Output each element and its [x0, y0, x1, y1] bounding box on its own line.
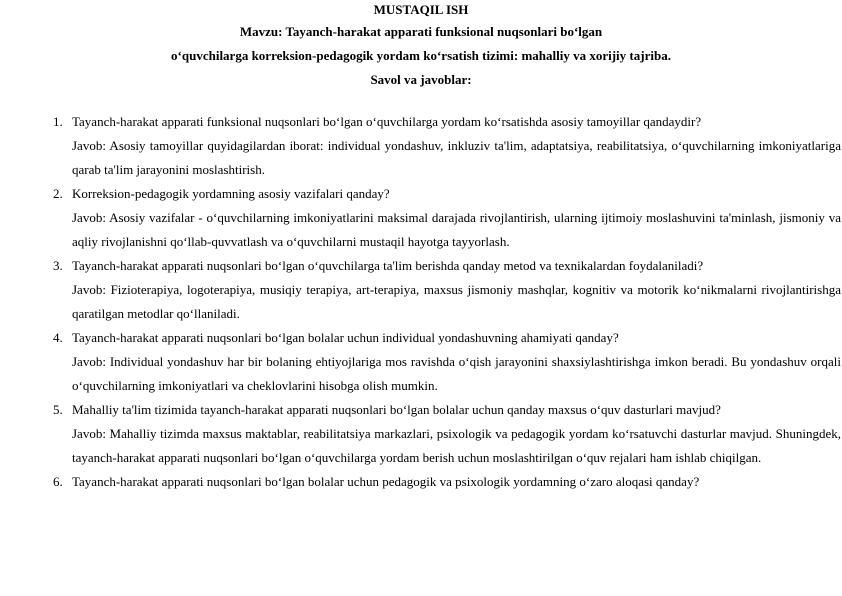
qa-question: Mahalliy ta'lim tizimida tayanch-harakat apparati nuqsonlari bo‘lgan bolalar uchun qanday maxsus o‘quv dasturlari mavjud?	[72, 402, 721, 417]
qa-question: Korreksion-pedagogik yordamning asosiy vazifalari qanday?	[72, 186, 390, 201]
qa-item-4	[0, 326, 842, 398]
qa-item-5	[0, 398, 842, 470]
qa-answer: Javob: Mahalliy tizimda maxsus maktablar, reabilitatsiya markazlari, psixologik va pedagogik yordam ko‘rsatuvchi dasturlar mavjud. Shuningdek, tayanch-harakat apparati nuqsonlari bo‘lgan o‘quvchilarga yordam berish uchun moslashtirilgan o‘quv rejalari ham ishlab chiqilgan.	[72, 426, 841, 465]
qa-number: 3.	[53, 258, 63, 273]
qa-number: 6.	[53, 474, 63, 489]
qa-subtitle: Savol va javoblar:	[370, 72, 472, 87]
qa-question: Tayanch-harakat apparati nuqsonlari bo‘lgan bolalar uchun pedagogik va psixologik yordamning o‘zaro aloqasi qanday?	[72, 474, 700, 489]
qa-item-3	[0, 254, 842, 326]
qa-question: Tayanch-harakat apparati nuqsonlari bo‘lgan bolalar uchun individual yondashuvning ahamiyati qanday?	[72, 330, 619, 345]
qa-question: Tayanch-harakat apparati funksional nuqsonlari bo‘lgan o‘quvchilarga yordam ko‘rsatishda asosiy tamoyillar qandaydir?	[72, 114, 702, 129]
qa-answer: Javob: Fizioterapiya, logoterapiya, musiqiy terapiya, art-terapiya, maxsus jismoniy mashqlar, kognitiv va motorik ko‘nikmalarni rivojlantirishga qaratilgan metodlar qo‘llaniladi.	[72, 282, 841, 321]
qa-question: Tayanch-harakat apparati nuqsonlari bo‘lgan o‘quvchilarga ta'lim berishda qanday metod va texnikalardan foydalaniladi?	[72, 258, 704, 273]
qa-number: 4.	[53, 330, 63, 345]
qa-item-6	[0, 470, 842, 494]
qa-item-1	[0, 110, 842, 182]
topic-line-2: o‘quvchilarga korreksion-pedagogik yordam ko‘rsatish tizimi: mahalliy va xorijiy tajriba.	[171, 48, 671, 63]
qa-answer: Javob: Asosiy vazifalar - o‘quvchilarning imkoniyatlarini maksimal darajada rivojlantirish, ularning ijtimoiy moslashuvini ta'minlash, jismoniy va aqliy rivojlanishni qo‘llab-quvvatlash va o‘quvchilarni mustaqil hayotga tayyorlash.	[72, 210, 841, 249]
qa-item-2	[0, 182, 842, 254]
qa-number: 1.	[53, 114, 63, 129]
qa-answer: Javob: Asosiy tamoyillar quyidagilardan iborat: individual yondashuv, inkluziv ta'lim, adaptatsiya, reabilitatsiya, o‘quvchilarning imkoniyatlariga qarab ta'lim jarayonini moslashtirish.	[72, 138, 841, 177]
qa-list	[0, 110, 842, 494]
topic-line-1: Mavzu: Tayanch-harakat apparati funksional nuqsonlari bo‘lgan	[239, 24, 603, 39]
qa-answer: Javob: Individual yondashuv har bir bolaning ehtiyojlariga mos ravishda o‘qish jarayonini shaxsiylashtirishga imkon beradi. Bu yondashuv orqali o‘quvchilarning imkoniyatlari va cheklovlarini hisobga olish mumkin.	[72, 354, 841, 393]
document-title: MUSTAQIL ISH	[373, 2, 469, 17]
qa-number: 2.	[53, 186, 63, 201]
qa-number: 5.	[53, 402, 63, 417]
spacer	[0, 92, 842, 110]
